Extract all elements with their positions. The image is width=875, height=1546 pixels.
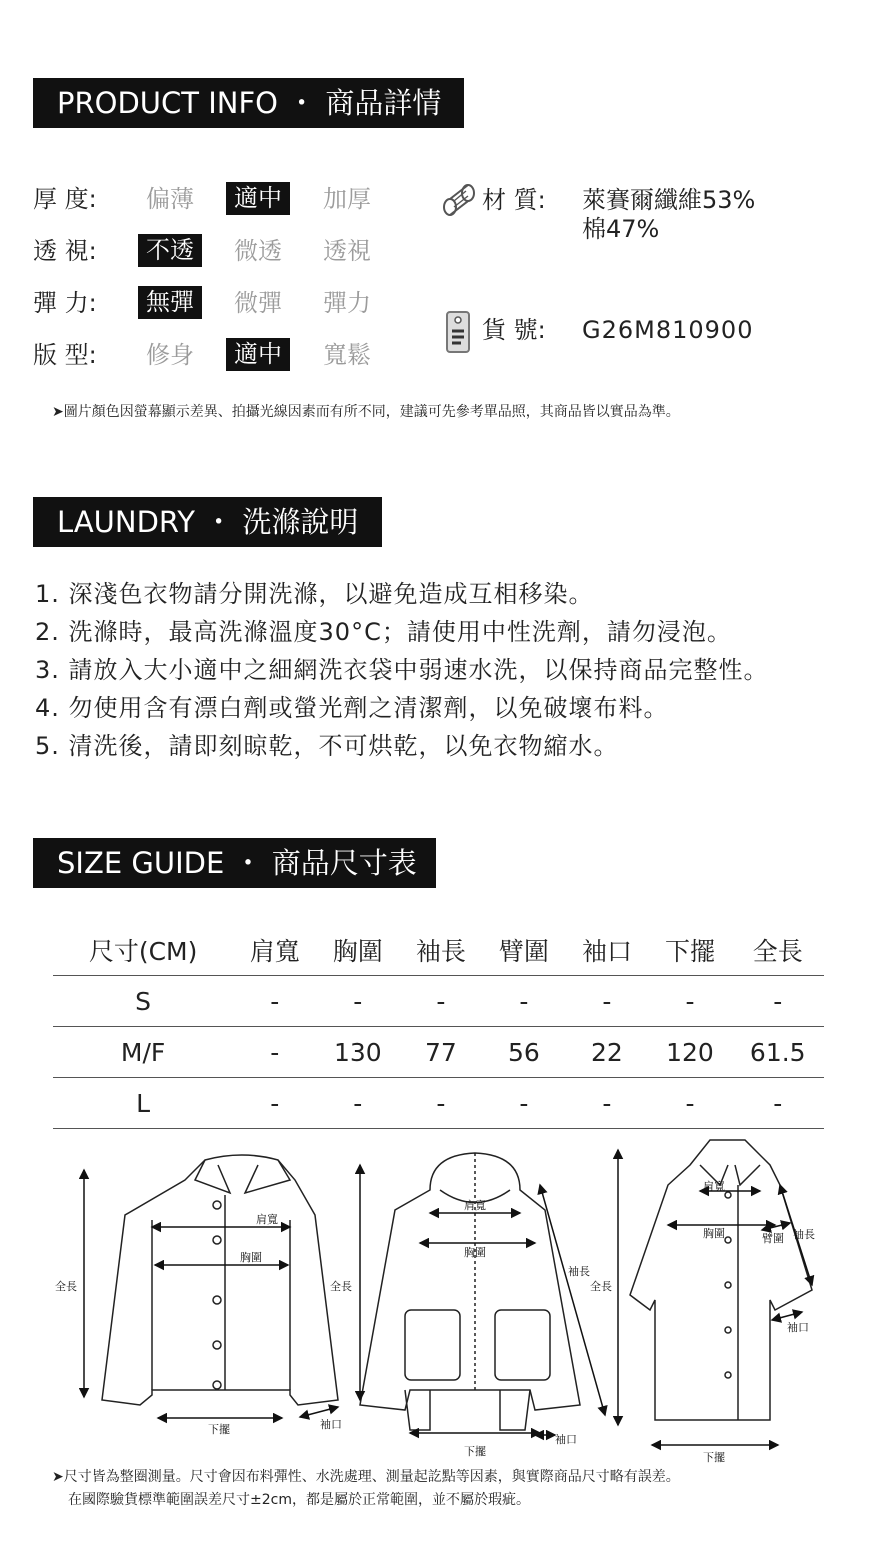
laundry-item: 5. 清洗後，請即刻晾乾，不可烘乾，以免衣物縮水。: [35, 732, 619, 760]
attribute-option: 加厚: [323, 185, 371, 213]
size-column-header: 袖口: [581, 937, 632, 966]
jacket-shoulder-label: 肩寬: [256, 1213, 278, 1226]
size-cell: L: [136, 1088, 151, 1118]
size-column-header: 尺寸(CM): [88, 937, 198, 966]
size-cell: -: [773, 1088, 783, 1118]
size-column-header: 臂圍: [498, 937, 549, 966]
jacket-hem-label: 下擺: [208, 1423, 230, 1436]
coat-sleeve-label: 袖長: [793, 1228, 815, 1241]
coat-arm-label: 臂圍: [762, 1232, 784, 1245]
laundry-item: 2. 洗滌時，最高洗滌溫度30°C；請使用中性洗劑，請勿浸泡。: [35, 618, 732, 646]
attribute-option: 微透: [234, 237, 282, 265]
item-no-label: 貨 號:: [482, 316, 546, 344]
attribute-label: 透 視:: [33, 237, 97, 265]
size-table: [53, 925, 824, 1129]
size-cell: 120: [666, 1037, 714, 1067]
size-cell: 61.5: [749, 1037, 806, 1067]
material-value-1: 萊賽爾纖維53%: [582, 186, 756, 214]
size-cell: 22: [591, 1037, 623, 1067]
hoodie-outline: [360, 1153, 580, 1410]
hoodie-shoulder-label: 肩寬: [464, 1199, 486, 1212]
size-cell: -: [602, 986, 612, 1016]
thread-spool-icon: [440, 183, 478, 217]
size-diagram: [0, 1135, 875, 1465]
size-column-header: 袖長: [415, 937, 466, 966]
attribute-row: [33, 181, 413, 217]
attribute-option: 微彈: [234, 289, 282, 317]
attribute-option: 偏薄: [146, 185, 194, 213]
size-cell: -: [353, 1088, 363, 1118]
coat-chest-label: 胸圍: [703, 1227, 725, 1240]
attribute-option-selected: 不透: [138, 234, 202, 267]
color-disclaimer: ➤圖片顏色因螢幕顯示差異、拍攝光線因素而有所不同，建議可先參考單品照，其商品皆以實品為準。: [52, 404, 680, 420]
attribute-option: 修身: [146, 341, 194, 369]
size-cell: -: [436, 986, 446, 1016]
attribute-option: 彈力: [323, 289, 371, 317]
coat-hem-label: 下擺: [703, 1451, 725, 1464]
attribute-label: 版 型:: [33, 341, 97, 369]
coat-shoulder-label: 肩寬: [703, 1180, 725, 1193]
coat-length-label: 全長: [590, 1280, 612, 1293]
attribute-row: [33, 337, 413, 373]
jacket-outline: [102, 1155, 338, 1405]
jacket-length-label: 全長: [55, 1280, 77, 1293]
size-cell: S: [135, 986, 152, 1016]
jacket-cuff-label: 袖口: [320, 1418, 342, 1431]
size-cell: -: [436, 1088, 446, 1118]
size-column-header: 肩寬: [249, 937, 300, 966]
coat-cuff-label: 袖口: [787, 1321, 809, 1334]
size-cell: -: [773, 986, 783, 1016]
hoodie-sleeve-label: 袖長: [568, 1265, 590, 1278]
size-cell: -: [685, 1088, 695, 1118]
laundry-item: 1. 深淺色衣物請分開洗滌，以避免造成互相移染。: [35, 580, 594, 608]
attribute-row: [33, 285, 413, 321]
jacket-chest-label: 胸圍: [240, 1251, 262, 1264]
size-cell: 56: [507, 1037, 540, 1067]
attribute-option: 寬鬆: [323, 341, 371, 369]
laundry-header: LAUNDRY ・ 洗滌說明: [33, 497, 382, 547]
material-label: 材 質:: [482, 186, 546, 214]
hoodie-cuff-label: 袖口: [555, 1433, 577, 1446]
size-row: [53, 1027, 824, 1078]
size-cell: -: [602, 1088, 612, 1118]
size-cell: -: [270, 1037, 280, 1067]
size-cell: -: [353, 986, 363, 1016]
size-guide-header: SIZE GUIDE ・ 商品尺寸表: [33, 838, 436, 888]
size-row: [53, 1078, 824, 1129]
size-column-header: 全長: [752, 937, 803, 966]
size-note-2: 在國際驗貨標準範圍誤差尺寸±2cm，都是屬於正常範圍，並不屬於瑕疵。: [68, 1492, 530, 1508]
size-column-header: 胸圍: [332, 937, 383, 966]
size-note-1: ➤尺寸皆為整圈測量。尺寸會因布料彈性、水洗處理、測量起訖點等因素，與實際商品尺寸略有誤差。: [52, 1469, 680, 1485]
attribute-row: [33, 233, 413, 269]
laundry-item: 3. 請放入大小適中之細網洗衣袋中弱速水洗，以保持商品完整性。: [35, 656, 769, 684]
attribute-option-selected: 無彈: [138, 286, 202, 319]
attribute-label: 彈 力:: [33, 289, 97, 317]
hoodie-length-label: 全長: [330, 1280, 352, 1293]
size-row: [53, 976, 824, 1027]
size-column-header: 下擺: [664, 937, 715, 966]
tag-icon: [444, 309, 472, 355]
size-cell: -: [685, 986, 695, 1016]
size-cell: 77: [424, 1037, 457, 1067]
material-value-2: 棉47%: [582, 215, 660, 243]
size-cell: -: [519, 1088, 529, 1118]
size-cell: -: [270, 1088, 280, 1118]
laundry-item: 4. 勿使用含有漂白劑或螢光劑之清潔劑，以免破壞布料。: [35, 694, 669, 722]
size-cell: M/F: [120, 1037, 166, 1067]
size-cell: -: [519, 986, 529, 1016]
item-no-value: G26M810900: [582, 316, 754, 344]
hoodie-hem-label: 下擺: [464, 1445, 486, 1458]
attribute-label: 厚 度:: [33, 185, 97, 213]
attribute-option-selected: 適中: [226, 182, 290, 215]
size-cell: -: [270, 986, 280, 1016]
product-info-header: PRODUCT INFO ・ 商品詳情: [33, 78, 464, 128]
size-cell: 130: [333, 1037, 382, 1067]
attribute-option-selected: 適中: [226, 338, 290, 371]
attribute-option: 透視: [323, 237, 371, 265]
hoodie-chest-label: 胸圍: [464, 1246, 486, 1259]
